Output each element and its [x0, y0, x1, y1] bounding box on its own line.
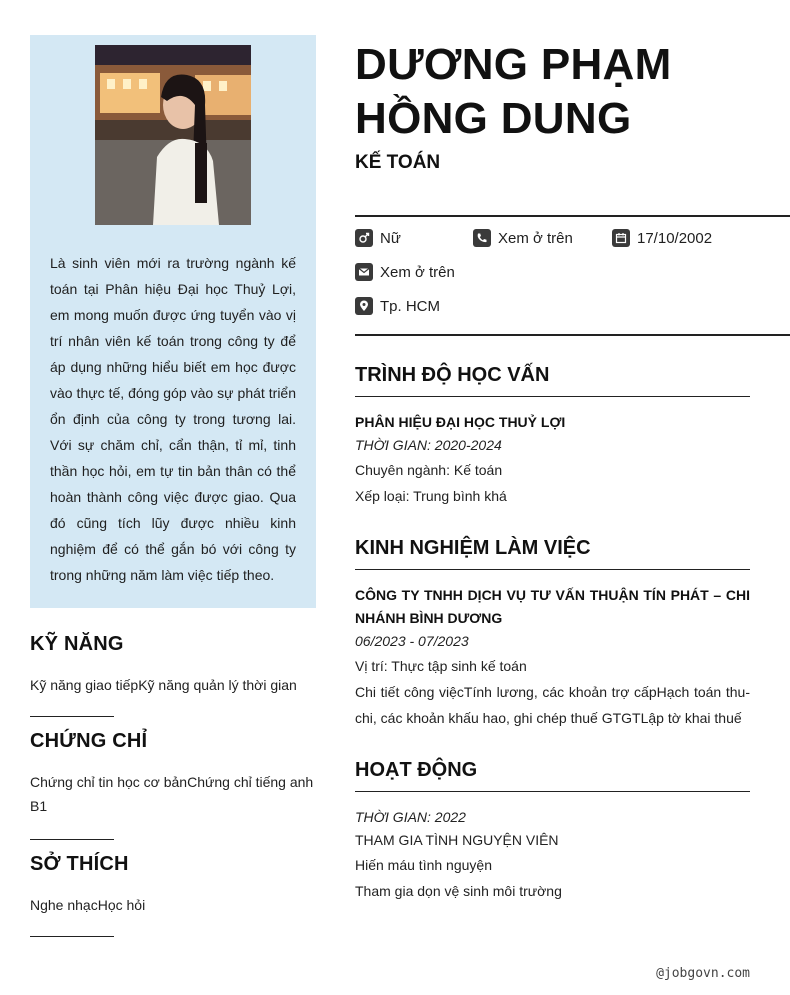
skills-heading: KỸ NĂNG: [30, 633, 124, 655]
experience-company: CÔNG TY TNHH DỊCH VỤ TƯ VẤN THUẬN TÍN PHÁT – CHI NHÁNH BÌNH DƯƠNG: [355, 587, 750, 626]
experience-details: Chi tiết công việcTính lương, các khoản trợ cấpHạch toán thu-chi, các khoản khấu hao, ghi chép thuế GTGTLập tờ khai thuế: [355, 684, 750, 726]
experience-period: 06/2023 - 07/2023: [355, 633, 469, 649]
hobbies-heading: SỞ THÍCH: [30, 853, 129, 875]
certificates-section: [30, 730, 320, 818]
experience-divider: [355, 569, 750, 570]
gender-icon: [355, 229, 373, 247]
activities-heading: HOẠT ĐỘNG: [355, 759, 478, 781]
certificates-heading: CHỨNG CHỈ: [30, 730, 148, 752]
location-pin-icon: [355, 297, 373, 315]
contact-bottom-divider: [355, 334, 790, 336]
activities-period: THỜI GIAN: 2022: [355, 809, 466, 825]
job-title: KẾ TOÁN: [355, 152, 441, 173]
contact-birthday: [612, 229, 712, 247]
name-line-1: DƯƠNG PHẠM: [355, 40, 672, 89]
hobbies-divider: [30, 936, 114, 937]
education-school: PHÂN HIỆU ĐẠI HỌC THUỶ LỢI: [355, 414, 566, 430]
calendar-icon: [612, 229, 630, 247]
activities-name: THAM GIA TÌNH NGUYỆN VIÊN: [355, 832, 559, 848]
contact-top-divider: [355, 215, 790, 217]
certificates-divider: [30, 839, 114, 840]
contact-location: [355, 297, 440, 315]
birthday-value: 17/10/2002: [637, 229, 713, 247]
contact-email: [355, 263, 455, 281]
education-divider: [355, 396, 750, 397]
education-rank: Xếp loại: Trung bình khá: [355, 488, 507, 504]
education-major: Chuyên ngành: Kế toán: [355, 462, 503, 478]
hobbies-section: [30, 853, 320, 917]
certificates-text: Chứng chỉ tin học cơ bảnChứng chỉ tiếng anh B1: [30, 774, 314, 814]
experience-heading: KINH NGHIỆM LÀM VIỆC: [355, 537, 591, 559]
skills-section: [30, 633, 320, 697]
full-name: [355, 38, 672, 146]
education-heading: TRÌNH ĐỘ HỌC VẤN: [355, 364, 550, 386]
intro-text: Là sinh viên mới ra trường ngành kế toán tại Phân hiệu Đại học Thuỷ Lợi, em mong muốn được ứng tuyển vào vị trí nhân viên kế toán trong công ty để áp dụng những hiểu biết em học được vào thực tế, đóng góp vào sự phát triển ổn định của công ty trong tương lai. Với sự chăm chỉ, cẩn thận, tỉ mỉ, tinh thần học hỏi, em tự tin bản thân có thể hoàn thành công việc được giao. Qua đó cũng tích lũy được nhiều kinh nghiệm để có thể gắn bó với công ty trong những năm làm việc tiếp theo.: [50, 255, 296, 583]
experience-position: Vị trí: Thực tập sinh kế toán: [355, 658, 527, 674]
activities-item-1: Hiến máu tình nguyện: [355, 857, 492, 873]
envelope-icon: [355, 263, 373, 281]
skills-text: Kỹ năng giao tiếpKỹ năng quản lý thời gian: [30, 677, 297, 693]
footer-watermark: @jobgovn.com: [656, 966, 750, 981]
location-value: Tp. HCM: [380, 297, 440, 315]
education-period: THỜI GIAN: 2020-2024: [355, 437, 502, 453]
contact-gender: [355, 229, 401, 247]
contact-phone: [473, 229, 573, 247]
name-line-2: HỒNG DUNG: [355, 94, 632, 143]
gender-value: Nữ: [380, 229, 401, 247]
left-profile-panel: [30, 35, 316, 608]
phone-icon: [473, 229, 491, 247]
hobbies-text: Nghe nhạcHọc hỏi: [30, 897, 146, 913]
activities-item-2: Tham gia dọn vệ sinh môi trường: [355, 883, 562, 899]
skills-divider: [30, 716, 114, 717]
profile-photo: [95, 45, 251, 225]
email-value: Xem ở trên: [380, 263, 455, 281]
phone-value: Xem ở trên: [498, 229, 573, 247]
activities-divider: [355, 791, 750, 792]
